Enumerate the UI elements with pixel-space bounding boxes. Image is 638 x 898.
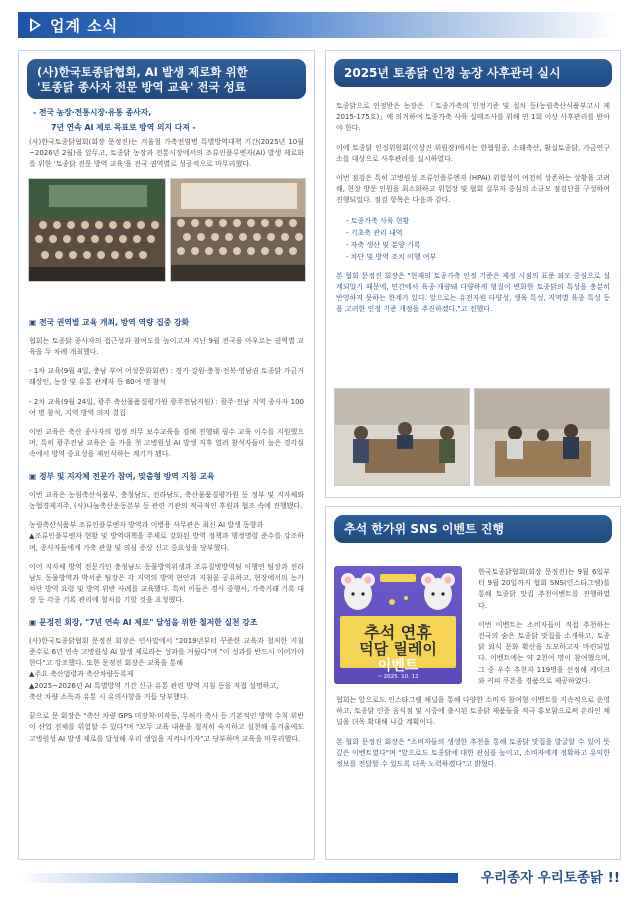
paragraph: 토종닭으로 인정받은 농장은 「토종가축의 인정기준 및 절차 등(농림축산식품부고시 제2015-175호)」에 의거하여 토종가축 사육 실태조사를 위해 연 1회 이상 사후관리를 받아야 한다. — [336, 102, 610, 133]
footer-bar — [18, 873, 458, 883]
paragraph: (사)한국토종닭협회 문정진 회장은 인사말에서 "2019년부터 꾸준한 교육과 철저한 지침 준수로 6년 연속 고병원성 AI 발생 제로라는 성과를 거뒀다"며 "이 성과를 반드시 이어가야 한다"고 강조했다. 또한 문정진 회장은 교육을 통해 ▲주요 축산법령과 축산차량등록제 ▲2025~2026년 AI 특별방역 기간 신규 유통 관련 방역 지침 등을 직접 설명하고, 축산 차량 소독과 유통 시 유의사항을 거듭 당부했다. — [29, 636, 304, 701]
quote-paragraph: 본 협회 문정진 회장은 "소비자들의 생생한 추천을 통해 토종닭 맛집을 발굴할 수 있어 뜻깊은 이벤트였다"며 "앞으로도 토종닭에 대한 관심을 높이고, 소비자에게 정확하고 유익한 정보를 전달할 수 있도록 더욱 노력하겠다"고 밝혔다. — [336, 737, 610, 769]
list-item: - 자축 생산 및 분양 기록 — [346, 240, 421, 249]
meeting-photo-2 — [474, 388, 610, 486]
paragraph: 한국토종닭협회(회장 문정진)는 9월 6일부터 9월 20일까지 협회 SNS(인스타그램)를 통해 토종닭 맛집 추천이벤트를 진행하였다. — [478, 568, 610, 610]
poster-line1: 추석 연휴 — [364, 623, 432, 642]
poster-line3: 이벤트 — [377, 658, 419, 674]
subtitle-line1: - 전국 농장·전통시장·유통 종사자, — [33, 108, 152, 117]
paragraph: 협회는 앞으로도 인스타그램 채널을 통해 다양한 소비자 참여형 이벤트를 지속적으로 운영하고, 토종닭 인증 음식점 및 시중에 출시된 토종닭 제품들을 적극 홍보함으로써 온라인 채널을 더욱 확대해 나갈 계획이다. — [336, 696, 610, 727]
paragraph: 이에 토종닭 인정위원회(이상진 위원장)에서는 한협원종, 소래축산, 활실토종닭, 가금연구소를 대상으로 사후관리를 실시하였다. — [336, 143, 610, 163]
intro-paragraph: (사)한국토종닭협회(회장 문정진)는 겨울철 가축전염병 특별방역대책 기간(2025년 10월~2026년 2월)을 앞두고, 토종닭 농장과 전통시장에서의 조류인플루엔자(AI) 발생 제로화를 위한 '토종닭 전문 방역 교육'을 전국 권역별로 성공적으로 마무리했다. — [29, 138, 304, 169]
paragraph: 협회는 토종닭 종사자의 접근성과 참여도를 높이고자 지난 9월 전국을 아우르는 권역별 교육을 두 차례 개최했다. — [29, 336, 304, 357]
paragraph: - 2차 교육(9월 24일, 광주 축산물품질평가원 광주전남지원) : 광주·전남 지역 종사자 100여 명 참석, 지역 방역 의지 결집 — [29, 397, 304, 417]
list-item: - 토종가축 사육 현황 — [346, 216, 410, 225]
paragraph: 끝으로 문 회장은 "축산 차량 GPS 미장착·미작동, 무허가 축사 등 기본적인 방역 수칙 위반이 산업 전체를 위험할 수 있다"며 "모두 교육 내용을 철저히 숙지하고 실천해 올겨울에도 고병원성 AI 발생 제로를 달성해 우리 생업을 지켜나가자"고 당부하며 교육을 마무리했다. — [29, 712, 304, 743]
section-header — [18, 12, 620, 38]
event-poster — [334, 566, 462, 684]
paragraph: 이번 점검은 특히 고병원성 조류인플루엔자 (HPAI) 위험성이 여전히 상존하는 상황을 고려해, 현장 방문 인원을 최소화하고 위험장 및 협회 실무자 중심의 소규모 점검단을 구성하여 진행되었다. 점검 항목은 다음과 같다. — [336, 174, 610, 205]
article-title: 2025년 토종닭 인정 농장 사후관리 실시 — [334, 59, 612, 87]
checklist — [336, 215, 610, 263]
list-item: - 차단 및 방역 조치 이행 여부 — [346, 252, 437, 261]
poster-date: ~ 2025. 10. 12 — [377, 674, 419, 680]
group-photo-1 — [28, 178, 166, 282]
paragraph: 이어 지자체 방역 전문가인 충청남도 동물방역위생과 조류질병방역팀 이행연 팀장과 전라남도 동물방역과 박서준 팀장은 각 지역의 방역 현안과 지침을 공유하고, 현장에서의 농가 차단 방역 요령 및 방역 위반 사례를 교육했다. 특히 이들은 경사 중행서, 가축거래 기록 대장 등 각종 기록 관리에 철저를 기할 것을 요청했다. — [29, 562, 304, 605]
section-heading-1: ▣ 전국 권역별 교육 개최, 방역 역량 집중 강화 — [29, 317, 190, 327]
subtitle-line2: 7년 연속 AI 제로 목표로 방역 의지 다져 - — [51, 123, 196, 132]
meeting-photo-1 — [334, 388, 470, 486]
section-title: 업계 소식 — [50, 16, 119, 35]
play-triangle-icon — [30, 18, 42, 32]
quote-paragraph: 본 협회 문정진 회장은 "현재의 토종가축 인정 기준은 제정 시점의 표준 외모 중심으로 설계되었기 때문에, 민간에서 육종·개량돼 다양하게 형질이 변화한 토종닭의 특성을 충분히 반영하지 못하는 한계가 있다. 앞으로는 유전자원 다양성, 생육 특성, 지역별 육종 특성 등을 고려한 인정 기준 개정을 추진하겠다."고 전했다. — [336, 271, 610, 314]
article-title: 추석 한가위 SNS 이벤트 진행 — [334, 515, 612, 543]
paragraph: 농림축산식품부 조류인플루엔자 방역과 이병용 사무관은 최신 AI 발생 동향과 ▲조류인플루엔자 현황 및 방역대책을 주제로 강화된 방역 정책과 행정명령 준수를 강조하며, 종사자들에게 가축 관찰 및 의심 증상 신고 중요성을 당부했다. — [29, 521, 304, 552]
article-training — [18, 50, 315, 860]
paragraph: 이번 이벤트는 소비자들이 직접 추천하는 전국의 숨은 토종닭 맛집을 소개하고, 토종닭 외식 문화 확산을 도모하고자 마련되었다. 이벤트에는 약 2천여 명이 참여했으며, 그 중 우수 추천자 119명을 선정해 케이크와 커피 쿠폰을 경품으로 제공하였다. — [478, 620, 610, 685]
section-heading-2: ▣ 정부 및 지자체 전문가 참여, 맞춤형 방역 지침 교육 — [29, 471, 215, 481]
paragraph: - 1차 교육(9월 4일, 충남 부여 어성문화회관) : 경기·강원·충청·전북·영남권 토종닭 가금거래상인, 농장 및 유통 관계자 등 80여 명 참석 — [29, 367, 304, 387]
group-photo-2 — [170, 178, 306, 282]
article-title: (사)한국토종닭협회, AI 발생 제로화 위한 '토종닭 종사자 전문 방역 교육' 전국 성료 — [27, 59, 306, 99]
paragraph: 이번 교육은 농림축산식품부, 충청남도, 전라남도, 축산물품질평가원 등 정부 및 지자체와 농협경제지주, (사)나눔축산운동본부 등 관련 기관의 적극적인 후원과 협조 속에 진행됐다. — [29, 490, 304, 511]
paragraph: 이번 교육은 축산 종사자의 법정 의무 보수교육을 겸해 진행돼 필수 교육 이수를 지원했으며, 특히 광주전남 교육은 올 가을 첫 고병원성 AI 발생 직후 열려 참석자들이 높은 경각심 속에서 방역 중요성을 재인식하는 계기가 됐다. — [29, 428, 304, 459]
section-heading-3: ▣ 문정진 회장, "7년 연속 AI 제로" 달성을 위한 철저한 실천 강조 — [29, 617, 258, 627]
list-item: - 기초축 관리 내역 — [346, 228, 403, 237]
poster-line2: 덕담 릴레이 — [359, 640, 437, 658]
footer-slogan: 우리종자 우리토종닭 !! — [480, 870, 620, 886]
